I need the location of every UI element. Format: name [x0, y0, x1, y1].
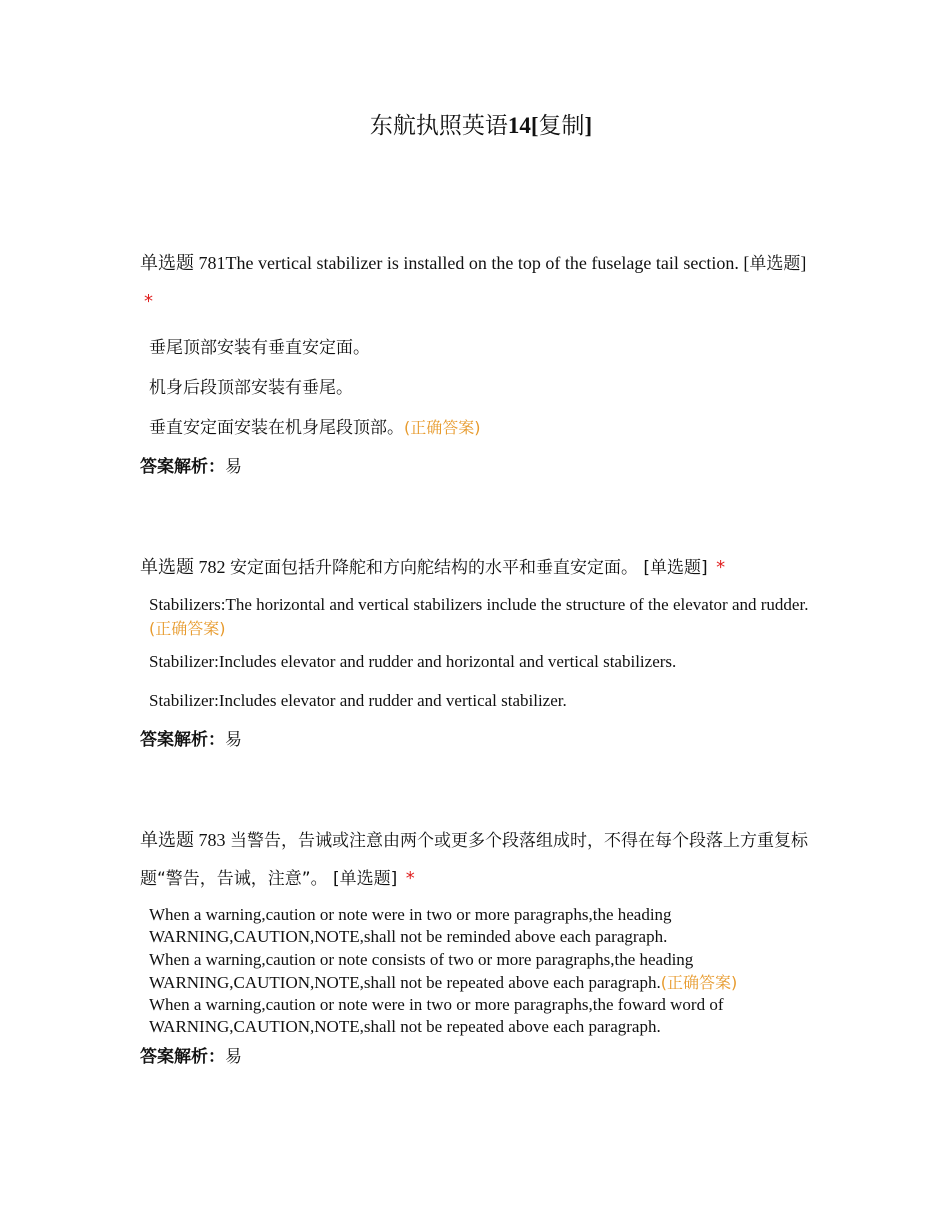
question-stem: 单选题 781The vertical stabilizer is installed on the top of the fuselage tail section. [单选题] * — [140, 253, 807, 312]
option-c[interactable]: Stabilizer:Includes elevator and rudder and vertical stabilizer. — [149, 691, 567, 710]
option-a[interactable]: 垂尾顶部安装有垂直安定面。 — [149, 338, 370, 358]
option-b[interactable]: 机身后段顶部安装有垂尾。 — [149, 378, 353, 398]
option-b[interactable]: Stabilizer:Includes elevator and rudder and horizontal and vertical stabilizers. — [149, 652, 677, 671]
question-781 — [140, 245, 815, 486]
answer-analysis: 答案解析：易 — [140, 457, 242, 477]
question-783 — [140, 822, 815, 1070]
answer-analysis: 答案解析：易 — [140, 1047, 242, 1067]
answer-analysis: 答案解析：易 — [140, 730, 242, 750]
question-782 — [140, 549, 815, 753]
required-mark: * — [144, 291, 153, 312]
correct-answer-tag: (正确答案) — [404, 418, 481, 437]
required-mark: * — [716, 557, 726, 578]
page-title: 东航执照英语14[复制] — [369, 113, 593, 138]
correct-answer-tag: (正确答案) — [660, 973, 738, 992]
question-stem: 单选题 782 安定面包括升降舵和方向舵结构的水平和垂直安定面。 [单选题] * — [140, 557, 726, 578]
correct-answer-tag: (正确答案) — [149, 619, 226, 638]
option-c[interactable]: When a warning,caution or note were in two or more paragraphs,the foward word of WARNING,CAUTION,NOTE,shall not be repeated above each paragraph. — [149, 995, 724, 1036]
required-mark: * — [405, 868, 415, 889]
option-b[interactable]: When a warning,caution or note consists of two or more paragraphs,the heading WARNING,CAUTION,NOTE,shall not be repeated above each paragraph.(正确答案) — [149, 950, 738, 992]
option-a[interactable]: When a warning,caution or note were in two or more paragraphs,the heading WARNING,CAUTION,NOTE,shall not be reminded above each paragraph. — [149, 905, 672, 946]
question-stem: 单选题 783 当警告，告诫或注意由两个或更多个段落组成时，不得在每个段落上方重复标题“警告，告诫，注意”。 [单选题] * — [140, 830, 808, 889]
option-c[interactable]: 垂直安定面安装在机身尾段顶部。(正确答案) — [149, 418, 481, 438]
option-a[interactable]: Stabilizers:The horizontal and vertical stabilizers include the structure of the elevator and rudder.(正确答案) — [149, 595, 809, 638]
